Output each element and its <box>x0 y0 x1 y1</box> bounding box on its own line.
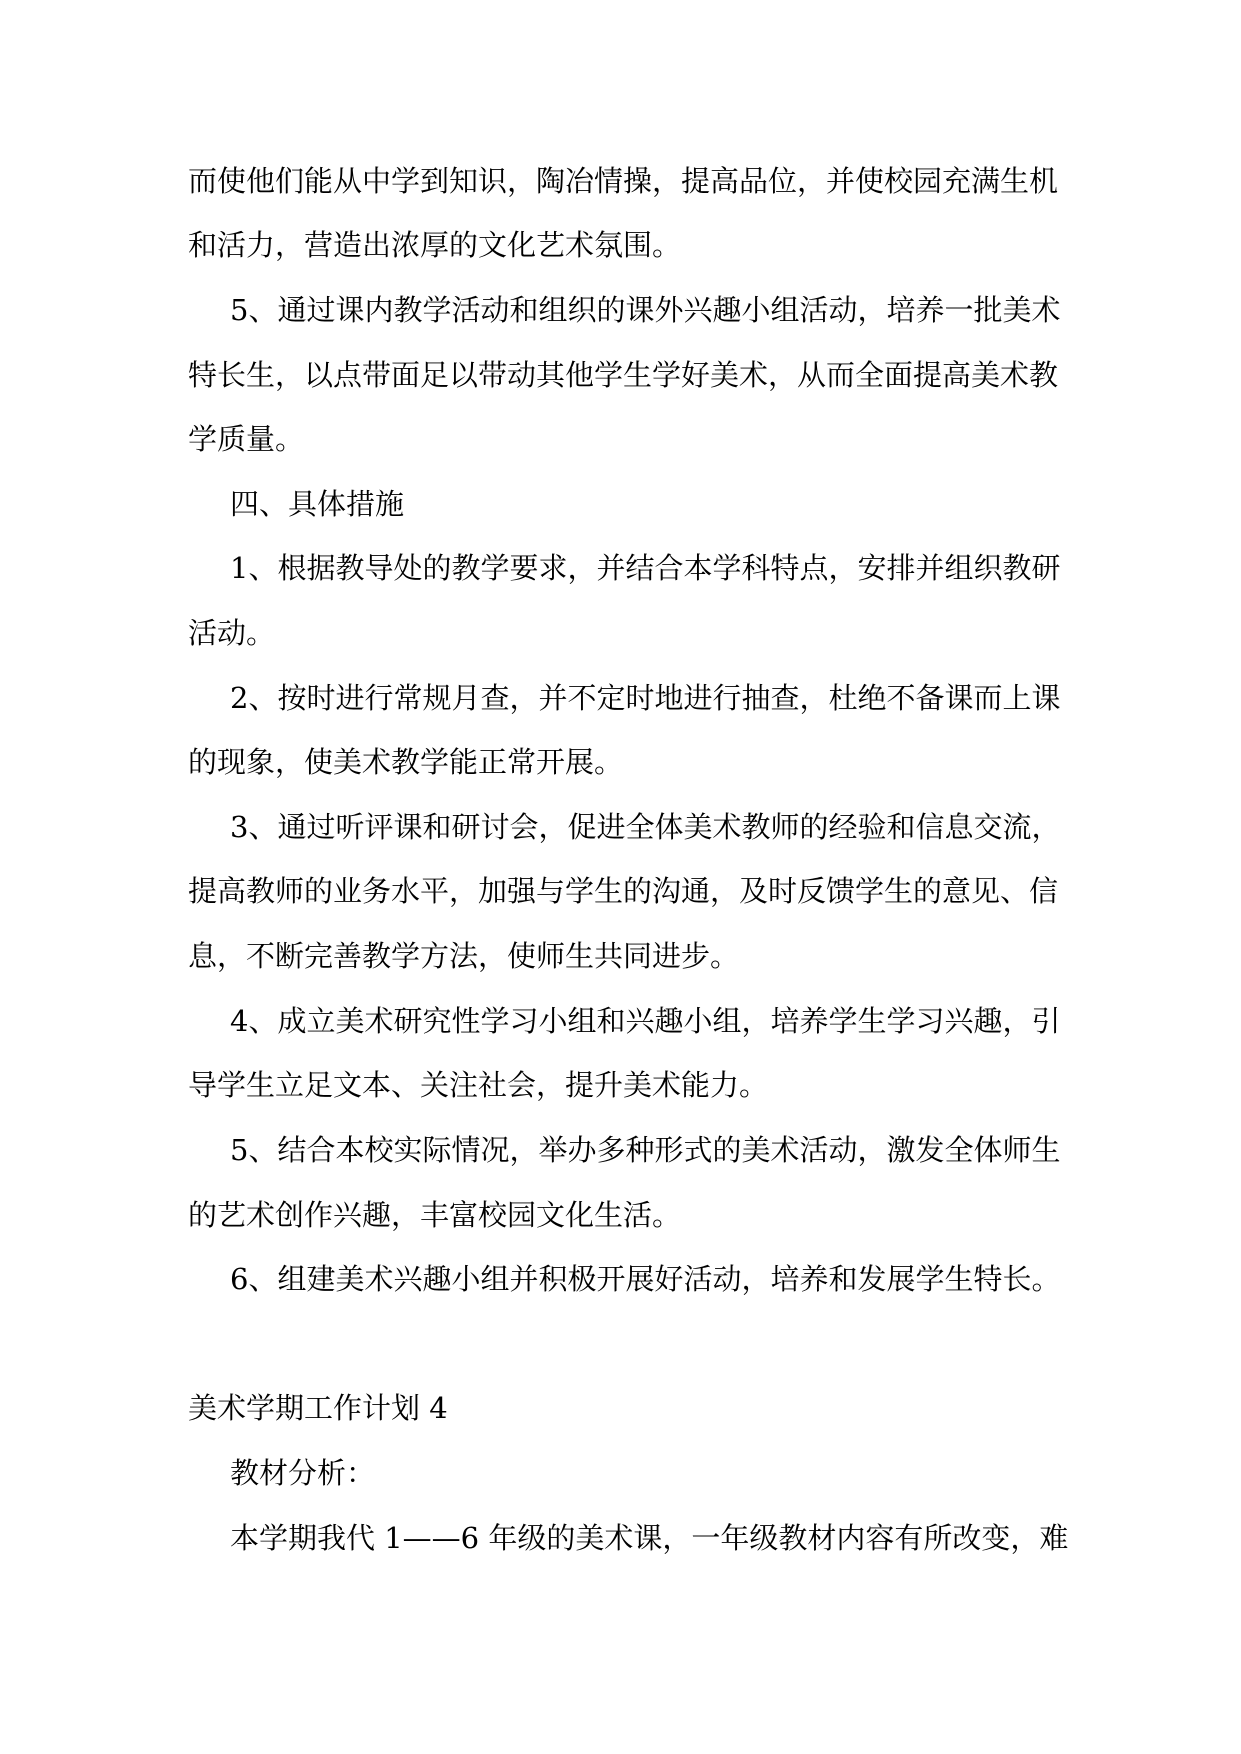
text-line: 4、成立美术研究性学习小组和兴趣小组，培养学生学习兴趣，引 <box>230 1004 1061 1038</box>
text-line: 活动。 <box>188 616 276 650</box>
text-line: 导学生立足文本、关注社会，提升美术能力。 <box>188 1068 769 1102</box>
text-line: 息，不断完善教学方法，使师生共同进步。 <box>188 939 740 973</box>
text-line: 的艺术创作兴趣，丰富校园文化生活。 <box>188 1198 682 1232</box>
text-line: 3、通过听评课和研讨会，促进全体美术教师的经验和信息交流， <box>230 810 1061 844</box>
section-heading: 四、具体措施 <box>230 487 405 521</box>
text-line: 本学期我代 1——6 年级的美术课，一年级教材内容有所改变，难 <box>230 1521 1069 1555</box>
text-line: 5、通过课内教学活动和组织的课外兴趣小组活动，培养一批美术 <box>230 293 1061 327</box>
text-line: 提高教师的业务水平，加强与学生的沟通，及时反馈学生的意见、信 <box>188 874 1059 908</box>
text-line: 1、根据教导处的教学要求，并结合本学科特点，安排并组织教研 <box>230 551 1061 585</box>
text-line: 特长生，以点带面足以带动其他学生学好美术，从而全面提高美术教 <box>188 358 1059 392</box>
text-line: 2、按时进行常规月查，并不定时地进行抽查，杜绝不备课而上课 <box>230 681 1061 715</box>
text-line: 的现象，使美术教学能正常开展。 <box>188 745 624 779</box>
text-line: 而使他们能从中学到知识，陶冶情操，提高品位，并使校园充满生机 <box>188 164 1059 198</box>
text-line: 6、组建美术兴趣小组并积极开展好活动，培养和发展学生特长。 <box>230 1262 1061 1296</box>
text-line: 5、结合本校实际情况，举办多种形式的美术活动，激发全体师生 <box>230 1133 1061 1167</box>
subsection-heading: 教材分析： <box>230 1456 376 1490</box>
document-section-title: 美术学期工作计划 4 <box>188 1391 448 1425</box>
text-line: 学质量。 <box>188 422 305 456</box>
text-line: 和活力，营造出浓厚的文化艺术氛围。 <box>188 228 682 262</box>
